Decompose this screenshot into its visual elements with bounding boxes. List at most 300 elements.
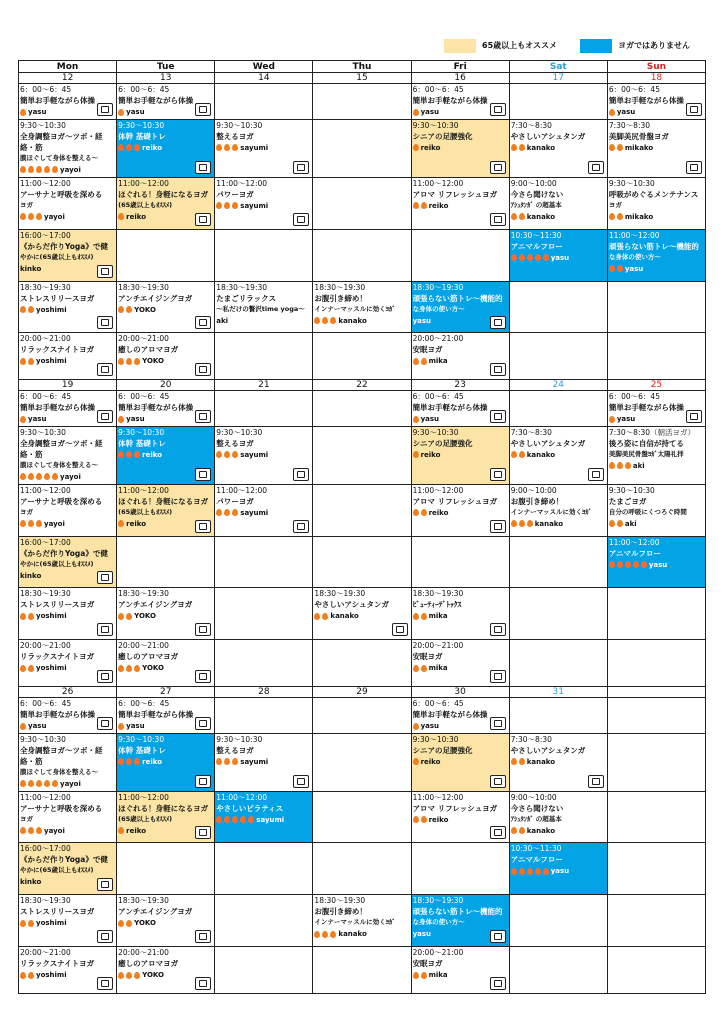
day-header-fri: Fri — [411, 61, 509, 73]
instructor-name: reiko — [126, 212, 147, 221]
online-pc-icon — [195, 316, 211, 329]
class-time: 6：00～6：45 — [20, 85, 72, 95]
online-pc-icon — [195, 213, 211, 226]
class-slot[interactable] — [19, 698, 117, 734]
intensity-drop-icon — [625, 561, 631, 568]
empty-slot — [215, 843, 313, 895]
date-cell: 21 — [215, 380, 313, 391]
class-slot[interactable] — [411, 426, 509, 484]
class-slot[interactable] — [607, 536, 705, 588]
instructor-name: yayoi — [60, 165, 81, 174]
class-footer — [511, 865, 606, 877]
intensity-drop-icon — [543, 868, 549, 875]
class-slot[interactable] — [607, 426, 705, 484]
class-footer — [413, 142, 508, 154]
instructor-name: YOKO — [134, 612, 156, 621]
class-time: 9:00～10:00 — [510, 178, 557, 188]
online-pc-icon — [195, 363, 211, 376]
class-title: 体幹 基礎トレ — [118, 438, 166, 448]
class-title: 簡単お手軽ながら体操 — [608, 403, 684, 413]
intensity-drop-icon — [126, 972, 132, 979]
class-slot[interactable] — [117, 391, 215, 427]
class-time: 18:30～19:30 — [118, 589, 169, 599]
class-slot[interactable] — [607, 391, 705, 427]
class-footer — [118, 304, 213, 316]
class-slot[interactable] — [19, 177, 117, 229]
empty-slot — [509, 84, 607, 120]
class-time: 18:30～19:30 — [412, 896, 464, 906]
class-slot[interactable] — [19, 733, 117, 791]
intensity-drop-icon — [20, 665, 26, 672]
class-time: 18:30～19:30 — [20, 896, 71, 906]
class-slot[interactable] — [19, 895, 117, 947]
legend-senior-label: 65歳以上もオススメ — [482, 41, 558, 50]
intensity-drop-icon — [314, 613, 320, 620]
class-title: アンチエイジングヨガ — [118, 907, 193, 917]
instructor-name: yasu — [28, 722, 47, 731]
class-slot[interactable] — [19, 843, 117, 895]
instructor-name: YOKO — [134, 305, 156, 314]
class-time: 9:00～10:00 — [510, 792, 557, 802]
class-title: リラックスナイトヨガ — [20, 652, 95, 662]
date-cell: 26 — [19, 686, 117, 697]
intensity-drop-icon — [20, 166, 26, 173]
class-subtitle: な身体の使い方～ — [412, 918, 465, 927]
class-slot[interactable] — [607, 119, 705, 177]
empty-slot — [117, 536, 215, 588]
class-title: 今さら聞けない — [510, 189, 564, 199]
class-slot[interactable] — [117, 177, 215, 229]
intensity-drop-icon — [28, 827, 34, 834]
intensity-drop-icon — [216, 816, 222, 823]
empty-slot — [215, 947, 313, 994]
class-slot[interactable] — [509, 484, 607, 536]
instructor-name: sayumi — [240, 757, 269, 766]
intensity-drop-icon — [413, 358, 419, 365]
intensity-drop-icon — [118, 723, 124, 730]
online-pc-icon — [293, 468, 309, 481]
class-slot[interactable] — [117, 484, 215, 536]
class-time: 9:30～10:30 — [608, 485, 655, 495]
instructor-name: yasu — [412, 930, 431, 939]
instructor-name: yoshimi — [36, 971, 67, 980]
class-footer — [216, 315, 311, 327]
class-title: たまごヨガ — [608, 496, 647, 506]
day-header-tue: Tue — [117, 61, 215, 73]
class-slot[interactable] — [117, 119, 215, 177]
intensity-drop-icon — [519, 827, 525, 834]
instructor-name: reiko — [428, 815, 449, 824]
class-title: 整えるヨガ — [216, 131, 254, 141]
class-title: 安眠ヨガ — [412, 959, 443, 969]
class-slot[interactable] — [215, 177, 313, 229]
class-title: アンチエイジングヨガ — [118, 293, 193, 303]
online-pc-icon — [97, 878, 113, 891]
class-slot[interactable] — [19, 119, 117, 177]
empty-slot — [117, 843, 215, 895]
intensity-drop-icon — [535, 868, 541, 875]
class-slot[interactable] — [19, 791, 117, 843]
instructor-name: kanako — [338, 930, 367, 939]
class-title: リラックスナイトヨガ — [20, 959, 95, 969]
class-title: アーサナと呼吸を深める — [20, 803, 103, 813]
online-pc-icon — [195, 623, 211, 636]
class-slot[interactable] — [411, 791, 509, 843]
class-footer — [118, 917, 213, 929]
intensity-drop-icon — [118, 451, 124, 458]
date-cell: 14 — [215, 73, 313, 84]
class-title: 今さら聞けない — [510, 803, 564, 813]
instructor-name: kanako — [526, 757, 556, 766]
class-slot[interactable] — [19, 588, 117, 640]
class-time: 11:00～12:00 — [118, 178, 169, 188]
intensity-drop-icon — [118, 758, 124, 765]
class-time: 6：00～6：45 — [608, 85, 660, 95]
intensity-drop-icon — [413, 109, 419, 116]
date-cell: 17 — [509, 73, 607, 84]
class-slot[interactable] — [411, 333, 509, 380]
legend-not-yoga-label: ヨガではありません — [618, 41, 690, 50]
intensity-drop-icon — [118, 306, 124, 313]
intensity-drop-icon — [28, 520, 34, 527]
class-slot[interactable] — [509, 177, 607, 229]
intensity-drop-icon — [52, 166, 58, 173]
instructor-name: yasu — [28, 108, 47, 117]
class-slot[interactable] — [117, 281, 215, 333]
class-time: 11:00～12:00 — [412, 178, 464, 188]
class-title: 簡単お手軽ながら体操 — [118, 403, 194, 413]
intensity-drop-icon — [413, 665, 419, 672]
class-slot[interactable] — [411, 84, 509, 120]
class-slot[interactable] — [19, 640, 117, 687]
class-slot[interactable] — [19, 536, 117, 588]
intensity-drop-icon — [36, 827, 42, 834]
instructor-name: reiko — [126, 519, 147, 528]
class-time: 7:30～8:30 — [510, 427, 552, 437]
class-slot[interactable] — [509, 733, 607, 791]
class-slot[interactable] — [411, 947, 509, 994]
empty-slot — [313, 947, 411, 994]
class-slot[interactable] — [19, 281, 117, 333]
online-pc-icon — [490, 930, 506, 943]
class-slot[interactable] — [215, 119, 313, 177]
intensity-drop-icon — [232, 758, 238, 765]
online-pc-icon — [490, 468, 506, 481]
online-pc-icon — [293, 775, 309, 788]
intensity-drop-icon — [118, 920, 124, 927]
intensity-drop-icon — [511, 451, 517, 458]
class-slot[interactable] — [411, 119, 509, 177]
class-slot[interactable] — [215, 484, 313, 536]
class-slot[interactable] — [19, 84, 117, 120]
class-time: 11:00～12:00 — [608, 537, 660, 547]
online-pc-icon — [392, 623, 408, 636]
class-time: 20:00～21:00 — [118, 334, 169, 344]
class-title: アロマ リフレッシュヨガ — [412, 496, 498, 506]
intensity-drop-icon — [28, 358, 34, 365]
instructor-name: kinko — [20, 571, 42, 580]
day-header-thu: Thu — [313, 61, 411, 73]
class-slot[interactable] — [117, 698, 215, 734]
class-footer — [20, 610, 115, 622]
class-time: 7:30～8:30（朝活ヨガ） — [608, 427, 696, 437]
intensity-drop-icon — [625, 462, 631, 469]
intensity-drop-icon — [126, 920, 132, 927]
intensity-drop-icon — [126, 665, 132, 672]
empty-slot — [313, 733, 411, 791]
class-title: 安眠ヨガ — [412, 345, 443, 355]
class-footer — [20, 825, 115, 837]
class-slot[interactable] — [411, 484, 509, 536]
class-footer — [609, 211, 704, 223]
class-title: 頑張らない筋トレ～機能的 — [608, 241, 699, 251]
class-footer — [511, 449, 606, 461]
instructor-name: kanako — [526, 143, 556, 152]
class-slot[interactable] — [215, 791, 313, 843]
class-title: 簡単お手軽ながら体操 — [118, 96, 194, 106]
class-title: たまごリラックス — [216, 293, 277, 303]
instructor-name: sayumi — [240, 508, 269, 517]
class-slot[interactable] — [215, 426, 313, 484]
class-slot[interactable] — [19, 391, 117, 427]
intensity-drop-icon — [224, 816, 230, 823]
class-footer — [609, 263, 704, 275]
class-slot[interactable] — [607, 84, 705, 120]
online-pc-icon — [293, 520, 309, 533]
class-title: アーサナと呼吸を深める — [20, 496, 103, 506]
intensity-drop-icon — [28, 166, 34, 173]
instructor-name: kinko — [20, 264, 42, 273]
intensity-drop-icon — [44, 166, 50, 173]
class-slot[interactable] — [509, 229, 607, 281]
class-title: ほぐれる！身軽になるヨガ — [118, 803, 209, 813]
online-pc-icon — [195, 775, 211, 788]
class-time: 9:30～10:30 — [216, 734, 263, 744]
intensity-drop-icon — [118, 613, 124, 620]
intensity-drop-icon — [421, 358, 427, 365]
intensity-drop-icon — [413, 144, 419, 151]
instructor-name: reiko — [420, 450, 441, 459]
intensity-drop-icon — [36, 520, 42, 527]
class-footer — [413, 756, 508, 768]
intensity-drop-icon — [20, 827, 26, 834]
class-time: 7:30～8:30 — [608, 120, 651, 130]
class-slot[interactable] — [117, 947, 215, 994]
class-title: やさしいピラティス — [216, 803, 284, 813]
class-footer — [413, 507, 508, 519]
class-slot[interactable] — [313, 895, 411, 947]
instructor-name: yasu — [126, 108, 145, 117]
class-footer — [216, 814, 311, 826]
class-title: 整えるヨガ — [216, 438, 254, 448]
empty-slot — [607, 281, 705, 333]
class-time: 10:30～11:30 — [510, 844, 562, 854]
class-time: 6：00～6：45 — [608, 392, 660, 402]
online-pc-icon — [97, 265, 113, 278]
class-slot[interactable] — [411, 640, 509, 687]
class-slot[interactable] — [313, 281, 411, 333]
class-slot[interactable] — [411, 698, 509, 734]
intensity-drop-icon — [421, 972, 427, 979]
class-slot[interactable] — [411, 733, 509, 791]
intensity-drop-icon — [511, 868, 517, 875]
online-pc-icon — [97, 717, 113, 730]
class-time: 9:30～10:30 — [412, 734, 459, 744]
class-title: お腹引き締め！ — [510, 496, 564, 506]
intensity-drop-icon — [330, 931, 336, 938]
class-slot[interactable] — [19, 484, 117, 536]
intensity-drop-icon — [134, 758, 140, 765]
empty-slot — [313, 536, 411, 588]
instructor-name: sayumi — [240, 450, 269, 459]
class-title: 癒しのアロマヨガ — [118, 345, 179, 355]
class-title: ほぐれる！身軽になるヨガ — [118, 496, 209, 506]
class-slot[interactable] — [607, 484, 705, 536]
class-subtitle: ヨガ — [20, 200, 33, 209]
intensity-drop-icon — [36, 213, 42, 220]
class-title: ストレスリリースヨガ — [20, 600, 95, 610]
class-slot[interactable] — [411, 588, 509, 640]
class-slot[interactable] — [19, 333, 117, 380]
intensity-drop-icon — [519, 451, 525, 458]
class-subtitle: 膜ほぐして身体を整える～ — [20, 153, 98, 162]
intensity-drop-icon — [519, 520, 525, 527]
date-cell: 28 — [215, 686, 313, 697]
instructor-name: reiko — [420, 143, 441, 152]
class-slot[interactable] — [19, 229, 117, 281]
class-slot[interactable] — [509, 791, 607, 843]
class-slot[interactable] — [215, 733, 313, 791]
instructor-name: yasu — [648, 560, 668, 569]
online-pc-icon — [293, 213, 309, 226]
class-time: 20:00～21:00 — [412, 641, 464, 651]
empty-slot — [509, 333, 607, 380]
class-slot[interactable] — [411, 177, 509, 229]
class-footer — [118, 756, 213, 768]
class-title: 呼吸がめぐるメンテナンス — [608, 189, 699, 199]
empty-slot — [215, 698, 313, 734]
online-pc-icon — [195, 161, 211, 174]
online-pc-icon — [490, 623, 506, 636]
class-slot[interactable] — [117, 640, 215, 687]
class-subtitle: やかに(65歳以上もｵｽｽﾒ) — [20, 252, 94, 261]
class-slot[interactable] — [117, 895, 215, 947]
class-slot[interactable] — [117, 588, 215, 640]
intensity-drop-icon — [322, 613, 328, 620]
class-slot[interactable] — [509, 843, 607, 895]
class-time: 18:30～19:30 — [20, 282, 71, 292]
date-cell: 16 — [411, 73, 509, 84]
intensity-drop-icon — [527, 254, 533, 261]
instructor-name: aki — [632, 461, 645, 470]
class-slot[interactable] — [411, 391, 509, 427]
class-footer — [20, 518, 115, 530]
class-slot[interactable] — [19, 426, 117, 484]
class-title: 簡単お手軽ながら体操 — [412, 96, 488, 106]
intensity-drop-icon — [44, 473, 50, 480]
day-header-sun: Sun — [607, 61, 705, 73]
class-subtitle: 膜ほぐして身体を整える～ — [20, 460, 98, 469]
intensity-drop-icon — [511, 213, 517, 220]
class-title: 体幹 基礎トレ — [118, 745, 166, 755]
intensity-drop-icon — [20, 613, 26, 620]
class-slot[interactable] — [411, 895, 509, 947]
class-slot[interactable] — [19, 947, 117, 994]
class-time: 16:00～17:00 — [20, 844, 71, 854]
class-slot[interactable] — [117, 733, 215, 791]
class-slot[interactable] — [313, 588, 411, 640]
intensity-drop-icon — [609, 561, 615, 568]
intensity-drop-icon — [28, 780, 34, 787]
class-slot[interactable] — [117, 333, 215, 380]
date-cell: 19 — [19, 380, 117, 391]
intensity-drop-icon — [413, 451, 419, 458]
class-slot[interactable] — [509, 119, 607, 177]
class-slot[interactable] — [117, 791, 215, 843]
class-footer — [20, 211, 115, 223]
online-pc-icon — [97, 410, 113, 423]
class-time: 11:00～12:00 — [412, 485, 464, 495]
intensity-drop-icon — [118, 109, 124, 116]
class-footer — [609, 518, 704, 530]
instructor-name: yasu — [420, 108, 439, 117]
class-time: 6：00～6：45 — [118, 392, 170, 402]
intensity-drop-icon — [20, 358, 26, 365]
intensity-drop-icon — [511, 827, 517, 834]
intensity-drop-icon — [413, 758, 419, 765]
instructor-name: mika — [428, 971, 448, 980]
intensity-drop-icon — [519, 213, 525, 220]
instructor-name: kanako — [526, 450, 556, 459]
date-cell: 22 — [313, 380, 411, 391]
class-title: 簡単お手軽ながら体操 — [412, 710, 488, 720]
empty-slot — [607, 895, 705, 947]
class-time: 9:30～10:30 — [412, 427, 459, 437]
empty-slot — [313, 640, 411, 687]
date-cell: 18 — [607, 73, 705, 84]
class-slot[interactable] — [215, 281, 313, 333]
instructor-name: reiko — [142, 450, 163, 459]
online-pc-icon — [97, 103, 113, 116]
class-footer — [216, 200, 311, 212]
class-title: アーサナと呼吸を深める — [20, 189, 103, 199]
class-title: ﾋﾞｭｰﾃｨｰﾃﾞﾄｯｸｽ — [412, 600, 462, 610]
class-time: 9:30～10:30 — [20, 120, 66, 130]
online-pc-icon — [97, 670, 113, 683]
class-title: 全身調整ヨガ～ツボ・経絡・筋 — [20, 745, 103, 766]
class-slot[interactable] — [411, 281, 509, 333]
instructor-name: yayoi — [60, 472, 81, 481]
intensity-drop-icon — [240, 816, 246, 823]
intensity-drop-icon — [413, 972, 419, 979]
class-slot[interactable] — [607, 177, 705, 229]
class-slot[interactable] — [509, 426, 607, 484]
class-title: リラックスナイトヨガ — [20, 345, 95, 355]
online-pc-icon — [588, 468, 604, 481]
date-cell: 23 — [411, 380, 509, 391]
class-slot[interactable] — [117, 84, 215, 120]
class-slot[interactable] — [117, 426, 215, 484]
class-slot[interactable] — [607, 229, 705, 281]
instructor-name: yasu — [126, 722, 145, 731]
empty-slot — [411, 229, 509, 281]
class-footer — [20, 471, 115, 483]
empty-slot — [607, 947, 705, 994]
intensity-drop-icon — [617, 462, 623, 469]
class-subtitle: ヨガ — [608, 200, 622, 209]
intensity-drop-icon — [232, 202, 238, 209]
date-cell: 24 — [509, 380, 607, 391]
